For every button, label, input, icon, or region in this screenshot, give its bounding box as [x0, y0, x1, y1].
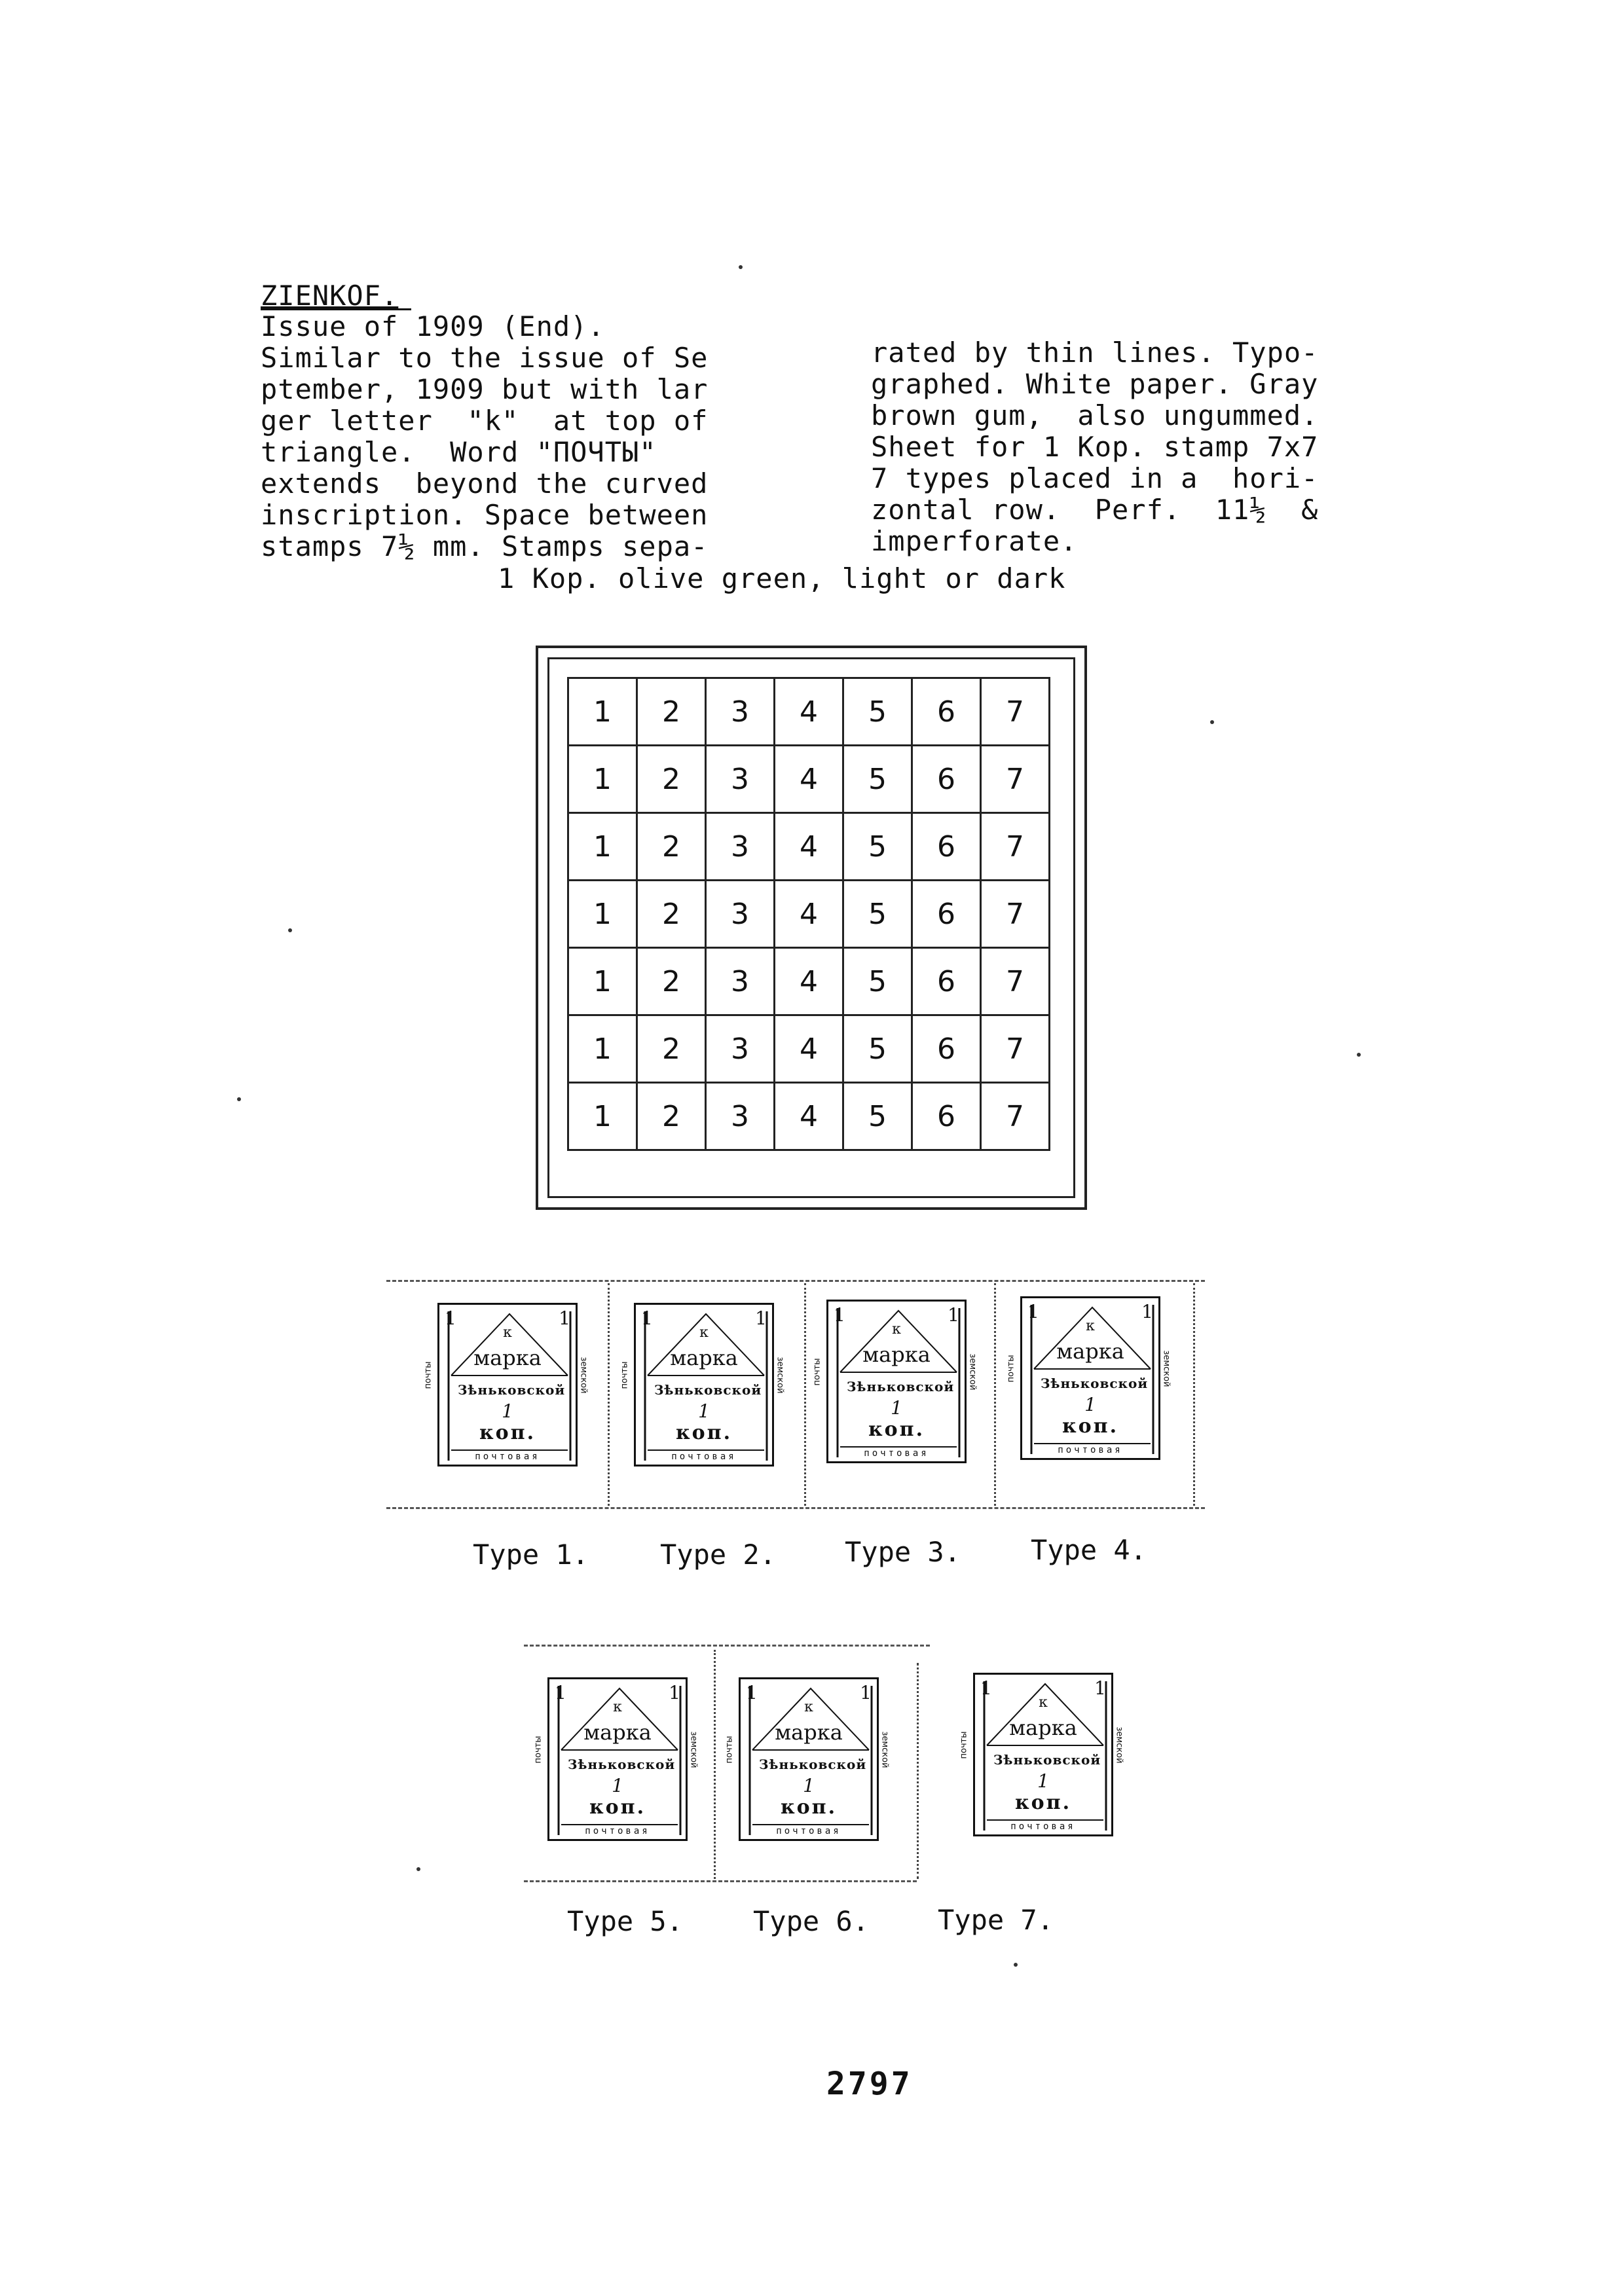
perforation-line — [994, 1283, 996, 1506]
stamp-bottom-text: почтовая — [776, 1826, 841, 1836]
scan-speck — [739, 265, 743, 269]
right-line-4: Sheet for 1 Kop. stamp 7x7 — [871, 431, 1319, 463]
stamp-arc-text: Зѣньковской — [654, 1382, 762, 1398]
sheet-cell: 3 — [706, 746, 775, 813]
caption-type-1: Type 1. — [473, 1539, 589, 1571]
stamp-side-right: земской — [879, 1731, 890, 1768]
stamp-value: 1 — [502, 1400, 513, 1422]
left-line-3: ger letter "k" at top of — [261, 405, 709, 437]
sheet-cell: 6 — [912, 948, 981, 1015]
scan-speck — [288, 928, 292, 932]
stamp-side-right: земской — [1161, 1350, 1172, 1387]
scan-speck — [1014, 1963, 1018, 1967]
scan-speck — [237, 1097, 241, 1101]
stamp-value: 1 — [1084, 1394, 1096, 1415]
stamp-arc-text: Зѣньковской — [1041, 1376, 1149, 1391]
stamp-side-right: земской — [578, 1357, 589, 1394]
caption-type-6: Type 6. — [753, 1905, 870, 1937]
sheet-cell: 7 — [981, 948, 1050, 1015]
scan-speck — [1357, 1053, 1361, 1057]
sheet-row — [568, 1015, 1050, 1083]
sheet-cell: 4 — [775, 1083, 843, 1150]
stamp-corner-value: 1 — [559, 1307, 570, 1329]
stamp-unit: коп. — [868, 1418, 925, 1441]
sheet-row — [568, 1083, 1050, 1150]
sheet-grid — [567, 677, 1050, 1151]
caption-type-4: Type 4. — [1031, 1534, 1147, 1566]
issue-title: Issue of 1909 (End). — [261, 310, 605, 342]
stamp-value: 1 — [698, 1400, 710, 1422]
stamp-side-left: почты — [423, 1361, 434, 1389]
stamp-side-right: земской — [1114, 1726, 1124, 1764]
left-line-4: triangle. Word "ПОЧТЫ" — [261, 436, 657, 468]
sheet-cell: 3 — [706, 813, 775, 881]
perforation-line — [714, 1650, 716, 1879]
sheet-cell: 7 — [981, 813, 1050, 881]
stamp-bottom-text: почтовая — [671, 1451, 737, 1462]
caption-type-3: Type 3. — [845, 1536, 961, 1568]
stamp-corner-value: 1 — [445, 1307, 456, 1329]
stamp-side-right: земской — [775, 1357, 785, 1394]
right-line-7: imperforate. — [871, 525, 1078, 557]
sheet-cell: 2 — [637, 881, 706, 948]
sheet-cell: 4 — [775, 881, 843, 948]
stamp-image — [1006, 1296, 1172, 1460]
sheet-cell: 5 — [843, 1015, 912, 1083]
stamp-corner-value: 1 — [948, 1304, 959, 1326]
stamp-bottom-text: почтовая — [864, 1448, 929, 1459]
stamp-side-left: почты — [724, 1736, 735, 1764]
sheet-cell: 7 — [981, 881, 1050, 948]
strip-edge-bottom — [386, 1507, 1205, 1509]
scan-speck — [1210, 720, 1214, 724]
sheet-cell: 1 — [568, 1083, 637, 1150]
stamp-top-letter: к — [613, 1699, 622, 1715]
right-line-2: graphed. White paper. Gray — [871, 368, 1319, 400]
color-line: 1 Kop. olive green, light or dark — [498, 562, 1066, 594]
stamp-corner-value: 1 — [746, 1682, 758, 1704]
sheet-cell: 6 — [912, 813, 981, 881]
stamp-unit: коп. — [1061, 1415, 1119, 1438]
left-line-1: Similar to the issue of Se — [261, 342, 709, 374]
sheet-cell: 2 — [637, 1083, 706, 1150]
sheet-cell: 2 — [637, 1015, 706, 1083]
sheet-cell: 6 — [912, 1015, 981, 1083]
sheet-cell: 3 — [706, 881, 775, 948]
stamp-corner-value: 1 — [860, 1682, 872, 1704]
sheet-cell: 5 — [843, 1083, 912, 1150]
left-line-2: ptember, 1909 but with lar — [261, 373, 709, 405]
sheet-cell: 4 — [775, 813, 843, 881]
sheet-cell: 6 — [912, 746, 981, 813]
sheet-cell: 4 — [775, 948, 843, 1015]
sheet-cell: 2 — [637, 948, 706, 1015]
sheet-cell: 6 — [912, 1083, 981, 1150]
sheet-diagram — [536, 646, 1087, 1210]
sheet-cell: 4 — [775, 1015, 843, 1083]
sheet-cell: 1 — [568, 813, 637, 881]
sheet-row — [568, 813, 1050, 881]
stamp-bottom-text: почтовая — [475, 1451, 540, 1462]
stamp-top-letter: к — [892, 1321, 901, 1338]
stamp-corner-value: 1 — [834, 1304, 845, 1326]
stamp-word: марка — [1056, 1339, 1124, 1364]
sheet-cell: 1 — [568, 948, 637, 1015]
stamp-unit: коп. — [1014, 1791, 1072, 1814]
right-line-3: brown gum, also ungummed. — [871, 399, 1319, 431]
sheet-cell: 6 — [912, 881, 981, 948]
stamp-side-left: почты — [619, 1361, 630, 1389]
sheet-cell: 4 — [775, 678, 843, 746]
caption-type-5: Type 5. — [567, 1905, 684, 1937]
right-line-5: 7 types placed in a hori- — [871, 462, 1319, 494]
sheet-cell: 2 — [637, 813, 706, 881]
stamp-corner-value: 1 — [555, 1682, 566, 1704]
right-line-6: zontal row. Perf. 11½ & — [871, 494, 1319, 526]
stamp-value: 1 — [891, 1397, 902, 1419]
sheet-cell: 2 — [637, 746, 706, 813]
page-number: 2797 — [826, 2066, 913, 2102]
stamp-corner-value: 1 — [1141, 1301, 1153, 1322]
stamp-corner-value: 1 — [669, 1682, 680, 1704]
stamp-arc-text: Зѣньковской — [568, 1757, 676, 1772]
stamp-side-right: земской — [967, 1353, 978, 1391]
sheet-row — [568, 746, 1050, 813]
sheet-cell: 5 — [843, 881, 912, 948]
stamp-corner-value: 1 — [755, 1307, 767, 1329]
sheet-row — [568, 948, 1050, 1015]
sheet-cell: 5 — [843, 746, 912, 813]
stamp-arc-text: Зѣньковской — [993, 1752, 1101, 1768]
stamp-side-left: почты — [533, 1736, 544, 1764]
perforation-line — [917, 1663, 919, 1879]
sheet-cell: 7 — [981, 746, 1050, 813]
left-line-5: extends beyond the curved — [261, 467, 709, 500]
stamp-corner-value: 1 — [1027, 1301, 1039, 1322]
stamp-value: 1 — [1037, 1770, 1049, 1792]
scan-speck — [416, 1867, 420, 1871]
stamp-side-left: почты — [1006, 1355, 1016, 1383]
strip-edge-top — [386, 1280, 1205, 1282]
stamp-bottom-text: почтовая — [1058, 1445, 1123, 1455]
stamp-top-letter: к — [699, 1324, 709, 1341]
stamp-image — [423, 1303, 589, 1467]
sheet-cell: 3 — [706, 678, 775, 746]
sheet-cell: 7 — [981, 1015, 1050, 1083]
stamp-image — [812, 1300, 978, 1463]
stamp-unit: коп. — [780, 1796, 838, 1819]
sheet-cell: 4 — [775, 746, 843, 813]
stamp-unit: коп. — [675, 1421, 733, 1444]
sheet-cell: 7 — [981, 1083, 1050, 1150]
stamp-unit: коп. — [589, 1796, 646, 1819]
sheet-cell: 1 — [568, 678, 637, 746]
stamp-corner-value: 1 — [641, 1307, 653, 1329]
perforation-line — [804, 1283, 806, 1506]
stamp-image — [619, 1303, 785, 1467]
stamp-top-letter: к — [1039, 1694, 1048, 1711]
stamp-side-left: почты — [812, 1358, 822, 1386]
sheet-cell: 5 — [843, 813, 912, 881]
sheet-cell: 3 — [706, 948, 775, 1015]
stamp-bottom-text: почтовая — [1010, 1821, 1076, 1832]
stamp-word: марка — [1009, 1715, 1077, 1740]
sheet-row — [568, 678, 1050, 746]
stamp-value: 1 — [803, 1775, 815, 1796]
sheet-cell: 5 — [843, 948, 912, 1015]
perforation-line — [608, 1283, 610, 1506]
left-line-7: stamps 7½ mm. Stamps sepa- — [261, 530, 709, 562]
stamp-image — [533, 1677, 699, 1841]
page-heading: ZIENKOF. — [261, 280, 399, 312]
stamp-top-letter: к — [1086, 1318, 1095, 1334]
stamp-word: марка — [775, 1720, 843, 1745]
stamp-word: марка — [862, 1342, 931, 1367]
sheet-cell: 7 — [981, 678, 1050, 746]
sheet-cell: 1 — [568, 881, 637, 948]
stamp-word: марка — [670, 1345, 738, 1370]
stamp-corner-value: 1 — [980, 1677, 992, 1699]
sheet-row — [568, 881, 1050, 948]
stamp-arc-text: Зѣньковской — [847, 1379, 955, 1394]
perforation-line — [1193, 1283, 1195, 1506]
sheet-cell: 2 — [637, 678, 706, 746]
sheet-cell: 3 — [706, 1015, 775, 1083]
stamp-side-right: земской — [688, 1731, 699, 1768]
stamp-corner-value: 1 — [1094, 1677, 1106, 1699]
stamp-top-letter: к — [503, 1324, 512, 1341]
caption-type-7: Type 7. — [938, 1904, 1054, 1936]
stamp-image — [724, 1677, 890, 1841]
sheet-cell: 3 — [706, 1083, 775, 1150]
stamp-arc-text: Зѣньковской — [759, 1757, 867, 1772]
stamp-arc-text: Зѣньковской — [458, 1382, 566, 1398]
stamp-word: марка — [473, 1345, 542, 1370]
stamp-top-letter: к — [804, 1699, 813, 1715]
stamp-side-left: почты — [959, 1731, 969, 1759]
stamp-image — [959, 1673, 1124, 1836]
strip-edge-top — [524, 1645, 930, 1647]
caption-type-2: Type 2. — [660, 1539, 777, 1571]
sheet-cell: 6 — [912, 678, 981, 746]
sheet-cell: 5 — [843, 678, 912, 746]
stamp-word: марка — [583, 1720, 652, 1745]
stamp-value: 1 — [612, 1775, 623, 1796]
strip-edge-bottom — [524, 1880, 917, 1882]
stamp-bottom-text: почтовая — [585, 1826, 650, 1836]
sheet-cell: 1 — [568, 1015, 637, 1083]
sheet-cell: 1 — [568, 746, 637, 813]
left-line-6: inscription. Space between — [261, 499, 709, 531]
right-line-1: rated by thin lines. Typo- — [871, 337, 1319, 369]
stamp-unit: коп. — [479, 1421, 536, 1444]
